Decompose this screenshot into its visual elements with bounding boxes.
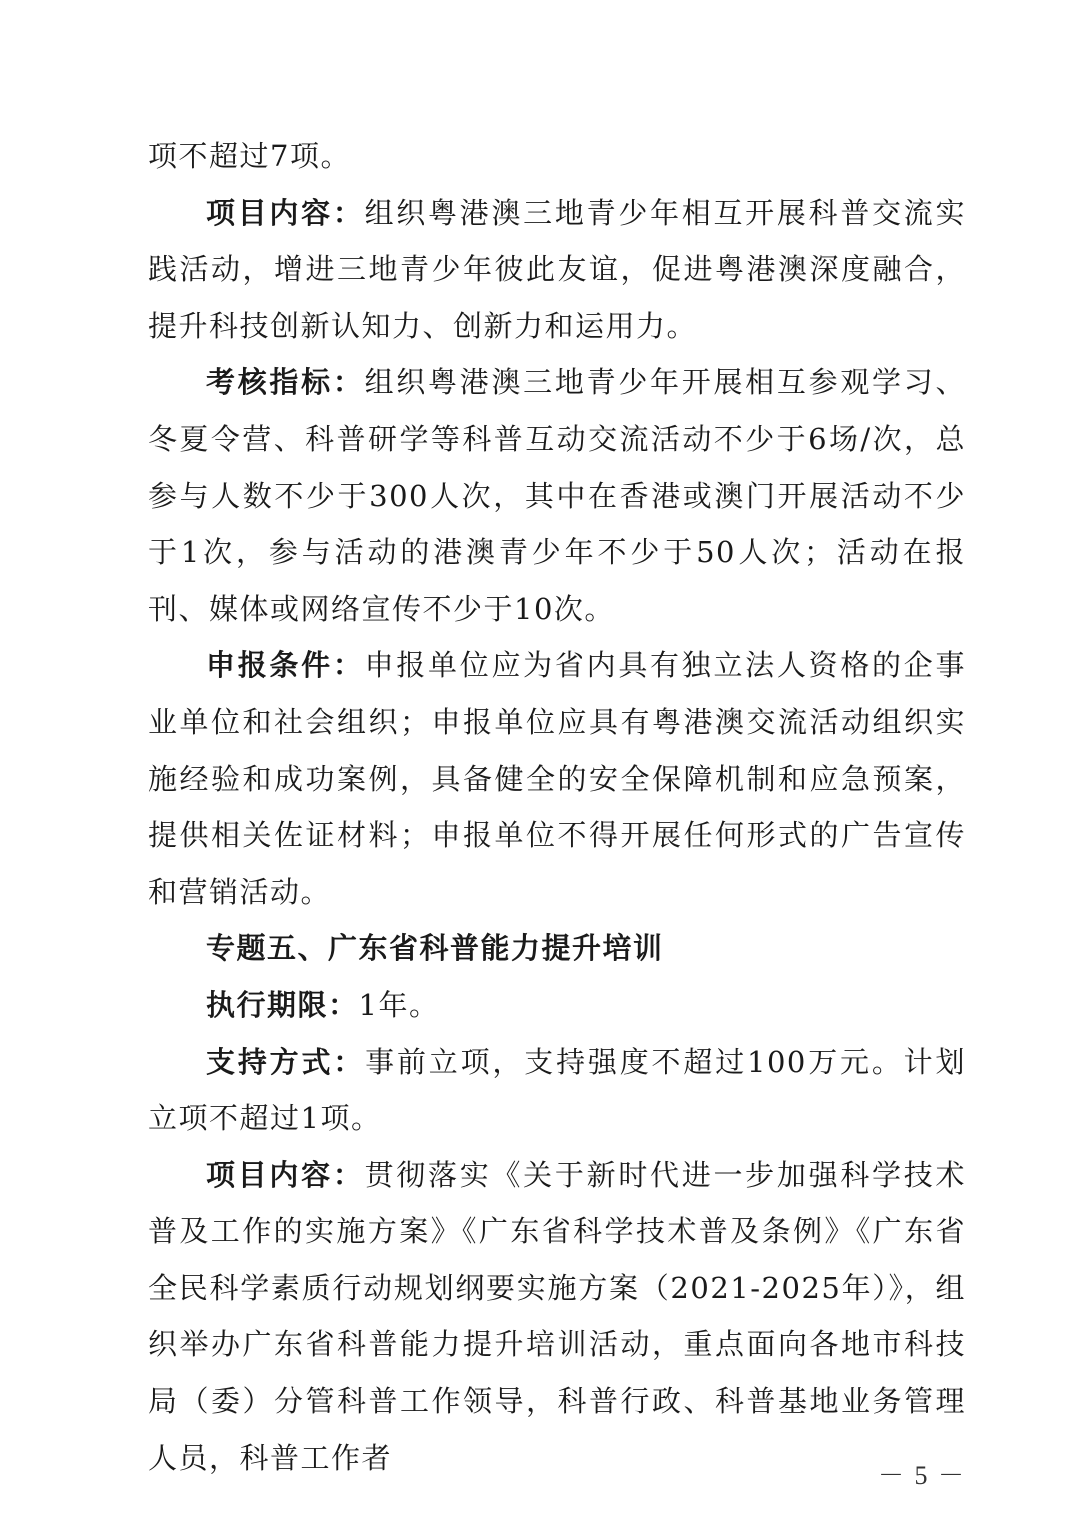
paragraph-execution-period (148, 977, 966, 1034)
paragraph-assessment-indicators (148, 354, 966, 637)
page-number: － 5 － (877, 1461, 966, 1490)
paragraph-label: 申报条件： (206, 648, 365, 683)
paragraph-label: 考核指标： (206, 365, 365, 400)
paragraph-text: 组织粤港澳三地青少年相互开展科普交流实践活动，增进三地青少年彼此友谊，促进粤港澳深度融合，提升科技创新认知力、创新力和运用力。 (148, 195, 966, 343)
paragraph-text: 项不超过7项。 (148, 139, 351, 173)
paragraph-label: 执行期限： (206, 987, 359, 1022)
document-body (148, 128, 966, 1486)
paragraph-label: 项目内容： (206, 195, 365, 230)
paragraph-project-content (148, 185, 966, 355)
paragraph-project-content-2 (148, 1147, 966, 1487)
paragraph-text: 贯彻落实《关于新时代进一步加强科学技术普及工作的实施方案》《广东省科学技术普及条例》《广东省全民科学素质行动规划纲要实施方案（2021-2025年）》，组织举办广东省科普能力提升培训活动，重点面向各地市科技局（委）分管科普工作领导，科普行政、科普基地业务管理人员，科普工作者 (148, 1157, 966, 1475)
paragraph-label: 项目内容： (206, 1157, 365, 1192)
paragraph-support-method (148, 1034, 966, 1147)
paragraph-continuation (148, 128, 966, 185)
paragraph-text: 组织粤港澳三地青少年开展相互参观学习、冬夏令营、科普研学等科普互动交流活动不少于6场/次，总参与人数不少于300人次，其中在香港或澳门开展活动不少于1次，参与活动的港澳青少年不少于50人次；活动在报刊、媒体或网络宣传不少于10次。 (148, 365, 966, 626)
paragraph-application-conditions (148, 637, 966, 920)
paragraph-label: 支持方式： (206, 1044, 366, 1079)
section-heading: 专题五、广东省科普能力提升培训 (206, 931, 664, 966)
paragraph-text: 事前立项，支持强度不超过100万元。计划立项不超过1项。 (148, 1044, 966, 1136)
paragraph-text: 申报单位应为省内具有独立法人资格的企事业单位和社会组织；申报单位应具有粤港澳交流活动组织实施经验和成功案例，具备健全的安全保障机制和应急预案，提供相关佐证材料；申报单位不得开展任何形式的广告宣传和营销活动。 (148, 648, 966, 909)
paragraph-text: 1年。 (358, 987, 440, 1022)
